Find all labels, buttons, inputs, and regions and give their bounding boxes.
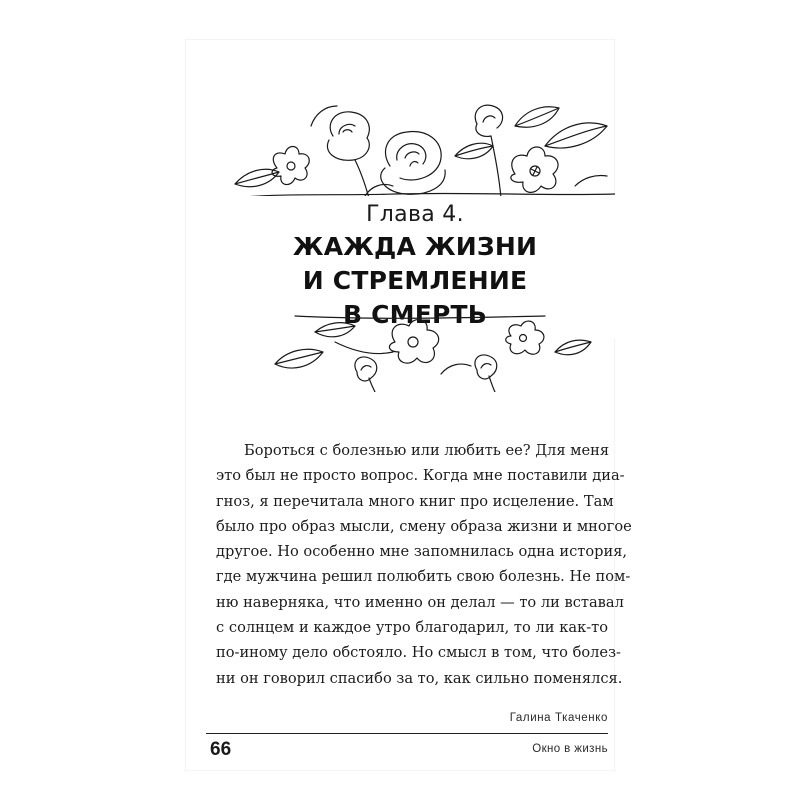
page-number: 66 bbox=[210, 739, 232, 760]
flower-icon bbox=[389, 320, 438, 364]
body-line: это был не просто вопрос. Когда мне поставили диа- bbox=[216, 467, 625, 485]
body-line: где мужчина решил полюбить свою болезнь. Не пом- bbox=[216, 568, 631, 586]
body-line: Бороться с болезнью или любить ее? Для меня bbox=[244, 442, 610, 459]
rose-icon bbox=[327, 112, 369, 160]
body-line: было про образ мысли, смену образа жизни и многое bbox=[216, 517, 632, 535]
rose-bud-icon bbox=[475, 105, 502, 136]
chapter-title-line: И СТРЕМЛЕНИЕ bbox=[302, 266, 528, 295]
flower-icon bbox=[272, 147, 309, 185]
flower-icon bbox=[506, 321, 544, 354]
chapter-title-line: В СМЕРТЬ bbox=[342, 300, 488, 329]
body-line: другое. Но особенно мне запомнилась одна история, bbox=[216, 543, 628, 561]
bottom-floral-ornament bbox=[215, 312, 615, 392]
running-head-book-title: Окно в жизнь bbox=[532, 743, 608, 755]
running-head-author: Галина Ткаченко bbox=[509, 712, 608, 724]
chapter-number: Глава 4. bbox=[366, 202, 464, 227]
rose-bud-icon bbox=[475, 355, 497, 379]
footer-divider bbox=[206, 733, 608, 734]
top-floral-ornament bbox=[215, 96, 615, 200]
chapter-title-line: ЖАЖДА ЖИЗНИ bbox=[292, 232, 538, 261]
body-paragraph bbox=[216, 438, 632, 691]
body-line: гноз, я перечитала много книг про исцеление. Там bbox=[216, 492, 614, 510]
leaf-icon bbox=[235, 106, 607, 196]
body-line: по-иному дело обстояло. Но смысл в том, что болез- bbox=[216, 644, 621, 662]
body-line: с солнцем и каждое утро благодарил, то ли как-то bbox=[216, 619, 608, 637]
flower-icon bbox=[511, 147, 558, 192]
rose-bud-icon bbox=[355, 357, 377, 381]
body-line: ню наверняка, что именно он делал — то ли вставал bbox=[216, 593, 624, 611]
body-line: ни он говорил спасибо за то, как сильно поменялся. bbox=[216, 669, 623, 687]
